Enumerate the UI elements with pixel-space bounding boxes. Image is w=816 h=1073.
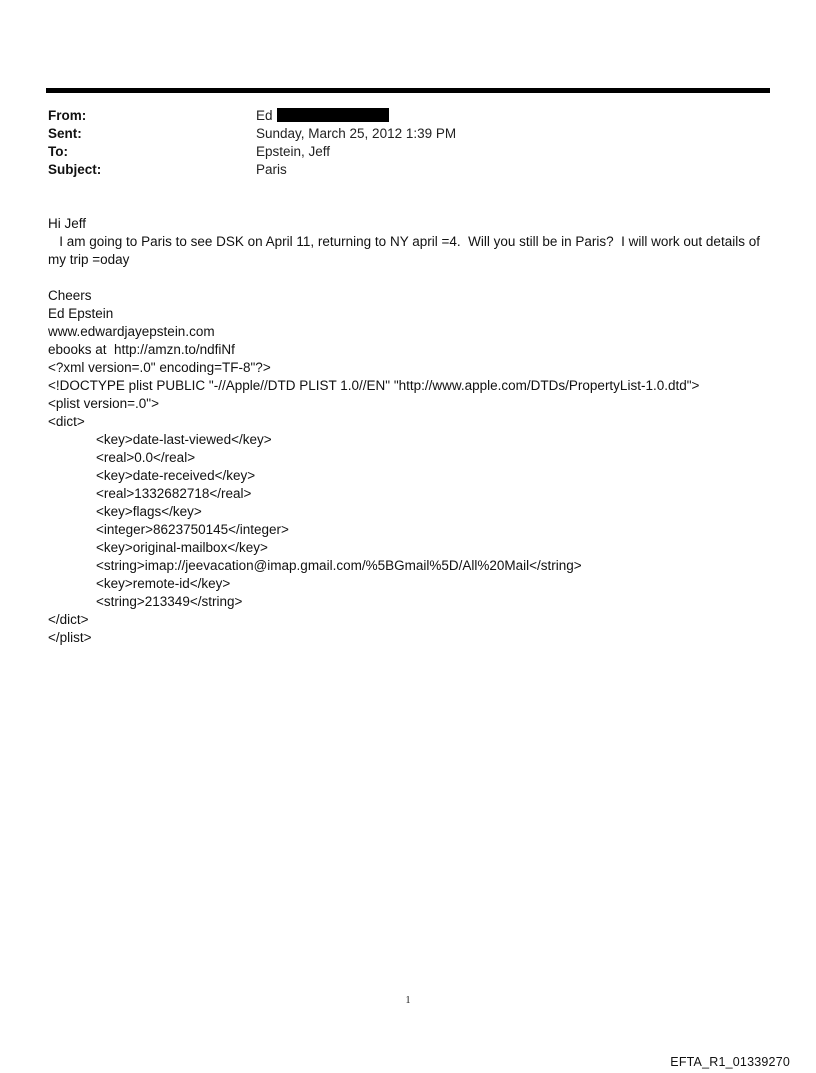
from-value	[256, 107, 389, 125]
page-number: 1	[405, 995, 411, 1006]
from-label: From:	[48, 108, 87, 123]
email-body	[48, 215, 768, 647]
sender-name: Ed Epstein	[48, 306, 114, 321]
xml-line: <key>remote-id</key>	[96, 576, 231, 591]
xml-line: <?xml version=.0" encoding=TF-8"?>	[48, 360, 271, 375]
xml-line: <string>213349</string>	[96, 594, 243, 609]
website-link: www.edwardjayepstein.com	[48, 324, 215, 339]
xml-line: <!DOCTYPE plist PUBLIC "-//Apple//DTD PLIST 1.0//EN" "http://www.apple.com/DTDs/PropertyList-1.0.dtd">	[48, 378, 700, 393]
xml-line: <key>flags</key>	[96, 504, 202, 519]
redaction-box	[277, 108, 389, 122]
xml-line: <real>0.0</real>	[96, 450, 196, 465]
ebooks-line: ebooks at http://amzn.to/ndfiNf	[48, 342, 235, 357]
xml-line: </plist>	[48, 630, 92, 645]
from-row	[48, 107, 456, 125]
sent-value: Sunday, March 25, 2012 1:39 PM	[256, 126, 457, 141]
xml-line: <key>original-mailbox</key>	[96, 540, 268, 555]
greeting: Hi Jeff	[48, 216, 87, 231]
signoff: Cheers	[48, 288, 92, 303]
xml-line: <integer>8623750145</integer>	[96, 522, 289, 537]
xml-line: <key>date-last-viewed</key>	[96, 432, 272, 447]
document-id: EFTA_R1_01339270	[670, 1055, 790, 1069]
xml-line: <real>1332682718</real>	[96, 486, 252, 501]
subject-row	[48, 161, 456, 179]
to-value: Epstein, Jeff	[256, 144, 331, 159]
subject-value: Paris	[256, 162, 287, 177]
xml-line: </dict>	[48, 612, 89, 627]
sent-row	[48, 125, 456, 143]
xml-line: <plist version=.0">	[48, 396, 159, 411]
from-name: Ed	[256, 108, 273, 123]
message-text: I am going to Paris to see DSK on April 11, returning to NY april =4. Will you still be in Paris? I will work out details of my trip =oday	[48, 234, 764, 267]
email-header	[48, 107, 456, 179]
to-label: To:	[48, 144, 68, 159]
header-rule	[46, 88, 770, 93]
xml-line: <string>imap://jeevacation@imap.gmail.com/%5BGmail%5D/All%20Mail</string>	[96, 558, 582, 573]
to-row	[48, 143, 456, 161]
xml-line: <key>date-received</key>	[96, 468, 256, 483]
subject-label: Subject:	[48, 162, 102, 177]
xml-line: <dict>	[48, 414, 85, 429]
sent-label: Sent:	[48, 126, 82, 141]
